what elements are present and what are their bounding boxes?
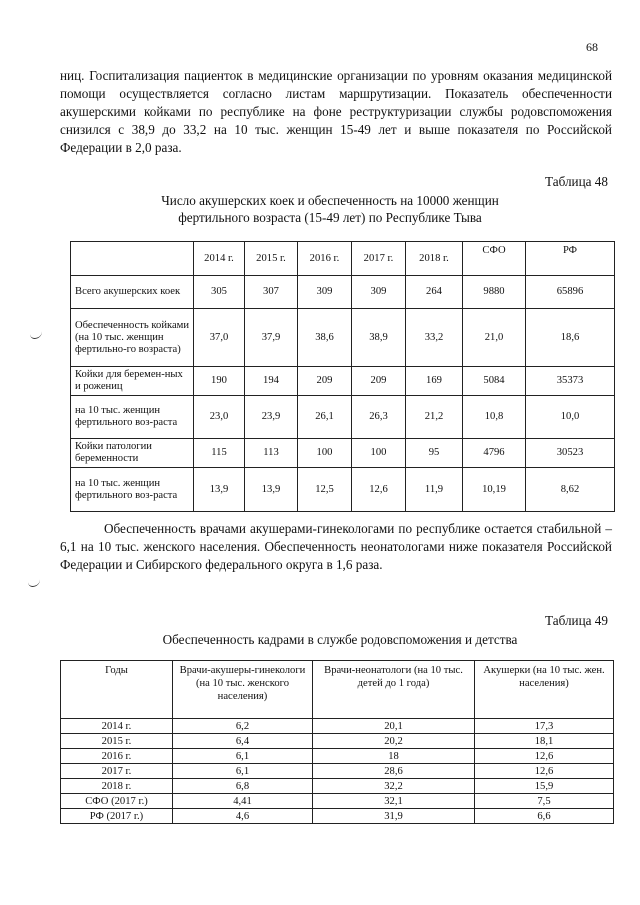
table-49-header-cell: Врачи-неонатологи (на 10 тыс. детей до 1 года) <box>313 661 475 719</box>
table-cell: 26,1 <box>298 396 352 439</box>
table-row <box>61 764 614 779</box>
table-cell: 20,2 <box>313 734 475 749</box>
row-label: 2014 г. <box>61 719 173 734</box>
row-label: СФО (2017 г.) <box>61 794 173 809</box>
table-cell: 26,3 <box>352 396 406 439</box>
row-label: 2018 г. <box>61 779 173 794</box>
table-cell: 37,0 <box>194 309 245 367</box>
table-row <box>71 276 615 309</box>
table-cell: 100 <box>298 439 352 468</box>
table-48-header-cell: РФ <box>526 242 615 276</box>
table-cell: 5084 <box>463 367 526 396</box>
table-cell: 23,9 <box>245 396 298 439</box>
table-48-header-cell: 2018 г. <box>406 242 463 276</box>
table-cell: 10,19 <box>463 468 526 512</box>
page-number: 68 <box>586 40 598 54</box>
table-49-header-cell: Врачи-акушеры-гинекологи (на 10 тыс. женского населения) <box>173 661 313 719</box>
table-cell: 12,6 <box>475 764 614 779</box>
table-cell: 38,9 <box>352 309 406 367</box>
row-label: 2015 г. <box>61 734 173 749</box>
table-48-header-cell <box>71 242 194 276</box>
row-label: РФ (2017 г.) <box>61 809 173 824</box>
table-cell: 18 <box>313 749 475 764</box>
table-cell: 10,8 <box>463 396 526 439</box>
table-row <box>61 749 614 764</box>
margin-mark <box>28 578 40 587</box>
row-label: 2016 г. <box>61 749 173 764</box>
table-48-caption-line2: фертильного возраста (15-49 лет) по Республике Тыва <box>178 210 482 225</box>
table-cell: 28,6 <box>313 764 475 779</box>
row-label: на 10 тыс. женщин фертильного воз-раста <box>71 468 194 512</box>
table-cell: 18,1 <box>475 734 614 749</box>
table-49-caption: Обеспеченность кадрами в службе родовспоможения и детства <box>162 632 518 647</box>
table-48-body <box>71 276 615 512</box>
table-48-header-cell: 2016 г. <box>298 242 352 276</box>
table-cell: 6,1 <box>173 749 313 764</box>
table-cell: 13,9 <box>194 468 245 512</box>
table-cell: 21,2 <box>406 396 463 439</box>
table-cell: 11,9 <box>406 468 463 512</box>
row-label: Обеспеченность койками (на 10 тыс. женщин фертильно-го возраста) <box>71 309 194 367</box>
table-cell: 30523 <box>526 439 615 468</box>
table-cell: 309 <box>298 276 352 309</box>
table-row <box>61 719 614 734</box>
table-cell: 31,9 <box>313 809 475 824</box>
table-cell: 35373 <box>526 367 615 396</box>
table-cell: 12,6 <box>475 749 614 764</box>
table-cell: 6,6 <box>475 809 614 824</box>
table-49-header <box>61 661 614 719</box>
table-48-header <box>71 242 615 276</box>
table-cell: 113 <box>245 439 298 468</box>
row-label: 2017 г. <box>61 764 173 779</box>
table-48-caption-line1: Число акушерских коек и обеспеченность на 10000 женщин <box>161 193 499 208</box>
table-row <box>71 396 615 439</box>
margin-mark <box>30 330 42 339</box>
table-cell: 209 <box>352 367 406 396</box>
table-row <box>71 367 615 396</box>
row-label: на 10 тыс. женщин фертильного воз-раста <box>71 396 194 439</box>
row-label: Всего акушерских коек <box>71 276 194 309</box>
staffing-table <box>60 660 614 824</box>
table-row <box>61 794 614 809</box>
table-cell: 65896 <box>526 276 615 309</box>
table-cell: 190 <box>194 367 245 396</box>
table-49-body <box>61 719 614 824</box>
row-label: Койки патологии беременности <box>71 439 194 468</box>
table-48-label: Таблица 48 <box>545 174 608 189</box>
table-cell: 264 <box>406 276 463 309</box>
table-cell: 38,6 <box>298 309 352 367</box>
table-row <box>61 779 614 794</box>
table-49-label: Таблица 49 <box>545 613 608 628</box>
table-cell: 23,0 <box>194 396 245 439</box>
table-cell: 15,9 <box>475 779 614 794</box>
table-cell: 194 <box>245 367 298 396</box>
table-48-header-row <box>71 242 615 276</box>
table-cell: 9880 <box>463 276 526 309</box>
table-48-header-cell: 2015 г. <box>245 242 298 276</box>
table-cell: 305 <box>194 276 245 309</box>
table-cell: 309 <box>352 276 406 309</box>
table-row <box>71 309 615 367</box>
table-cell: 307 <box>245 276 298 309</box>
table-cell: 4,6 <box>173 809 313 824</box>
table-cell: 115 <box>194 439 245 468</box>
table-cell: 7,5 <box>475 794 614 809</box>
table-cell: 6,2 <box>173 719 313 734</box>
table-cell: 8,62 <box>526 468 615 512</box>
intro-paragraph: ниц. Госпитализация пациенток в медицинские организации по уровням оказания медицинской помощи осуществляется согласно листам маршрутизации. Показатель обеспеченности акушерскими койками по республике на фоне реструктуризации службы родовспоможения снизился с 38,9 до 33,2 на 10 тыс. женщин 15-49 лет и выше показателя по Российской Федерации в 2,0 раза. <box>60 68 612 155</box>
staffing-paragraph: Обеспеченность врачами акушерами-гинекологами по республике остается стабильной – 6,1 на 10 тыс. женского населения. Обеспеченность неонатологами ниже показателя Российской Федерации и Сибирского федерального округа в 1,6 раза. <box>60 521 612 572</box>
table-cell: 37,9 <box>245 309 298 367</box>
table-cell: 33,2 <box>406 309 463 367</box>
table-cell: 6,1 <box>173 764 313 779</box>
table-cell: 13,9 <box>245 468 298 512</box>
table-48-caption <box>110 192 550 226</box>
table-cell: 20,1 <box>313 719 475 734</box>
table-cell: 4796 <box>463 439 526 468</box>
table-cell: 6,4 <box>173 734 313 749</box>
table-48-header-cell: СФО <box>463 242 526 276</box>
table-cell: 18,6 <box>526 309 615 367</box>
table-cell: 10,0 <box>526 396 615 439</box>
table-cell: 4,41 <box>173 794 313 809</box>
table-48-header-cell: 2014 г. <box>194 242 245 276</box>
table-row <box>61 734 614 749</box>
table-cell: 21,0 <box>463 309 526 367</box>
table-cell: 6,8 <box>173 779 313 794</box>
table-row <box>71 468 615 512</box>
table-49-header-cell: Акушерки (на 10 тыс. жен. населения) <box>475 661 614 719</box>
table-cell: 12,5 <box>298 468 352 512</box>
table-cell: 12,6 <box>352 468 406 512</box>
table-cell: 209 <box>298 367 352 396</box>
table-row <box>71 439 615 468</box>
table-cell: 100 <box>352 439 406 468</box>
table-cell: 32,1 <box>313 794 475 809</box>
table-row <box>61 809 614 824</box>
row-label: Койки для беремен-ных и рожениц <box>71 367 194 396</box>
obstetric-beds-table <box>70 241 615 512</box>
table-48-header-cell: 2017 г. <box>352 242 406 276</box>
table-49-header-cell: Годы <box>61 661 173 719</box>
table-cell: 169 <box>406 367 463 396</box>
table-49-header-row <box>61 661 614 719</box>
table-cell: 32,2 <box>313 779 475 794</box>
table-cell: 17,3 <box>475 719 614 734</box>
table-cell: 95 <box>406 439 463 468</box>
